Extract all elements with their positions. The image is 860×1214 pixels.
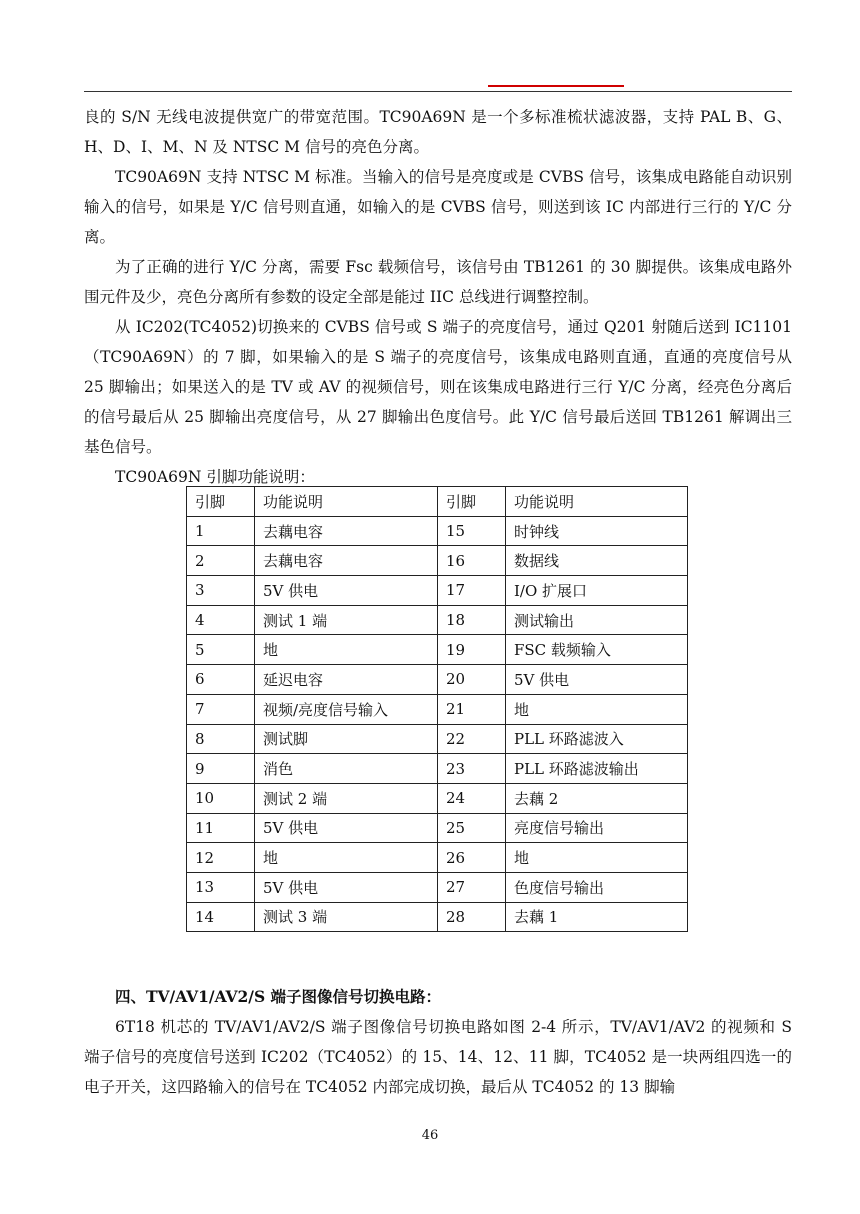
paragraph-3: 为了正确的进行 Y/C 分离，需要 Fsc 载频信号，该信号由 TB1261 的 30 脚提供。该集成电路外围元件及少，亮色分离所有参数的设定全部是能过 IIC 总线进行调整控制。: [84, 258, 792, 306]
table-row: [187, 546, 688, 576]
header-cell: 引脚: [187, 487, 255, 517]
header-accent-line: [488, 85, 624, 87]
table-cell: 去藕 1: [506, 902, 688, 932]
table-cell: 12: [187, 843, 255, 873]
table-cell: 1: [187, 516, 255, 546]
table-row: [187, 902, 688, 932]
table-cell: 2: [187, 546, 255, 576]
table-row: [187, 754, 688, 784]
table-row: [187, 635, 688, 665]
table-cell: PLL 环路滤波输出: [506, 754, 688, 784]
table-cell: 27: [438, 872, 506, 902]
table-cell: 消色: [255, 754, 438, 784]
header-cell: 功能说明: [255, 487, 438, 517]
table-cell: 24: [438, 783, 506, 813]
table-cell: 测试 2 端: [255, 783, 438, 813]
table-cell: 5: [187, 635, 255, 665]
header-rule: [84, 91, 792, 92]
table-caption: TC90A69N 引脚功能说明：: [115, 468, 315, 486]
table-cell: 时钟线: [506, 516, 688, 546]
table-cell: 13: [187, 872, 255, 902]
table-cell: 20: [438, 665, 506, 695]
table-cell: 26: [438, 843, 506, 873]
table-cell: 18: [438, 605, 506, 635]
paragraph-1: 良的 S/N 无线电波提供宽广的带宽范围。TC90A69N 是一个多标准梳状滤波器，支持 PAL B、G、H、D、I、M、N 及 NTSC M 信号的亮色分离。: [84, 108, 792, 156]
table-cell: 14: [187, 902, 255, 932]
table-row: [187, 843, 688, 873]
table-row: [187, 724, 688, 754]
table-cell: 16: [438, 546, 506, 576]
table-row: [187, 813, 688, 843]
table-cell: 5V 供电: [506, 665, 688, 695]
table-row: [187, 665, 688, 695]
table-cell: 15: [438, 516, 506, 546]
table-cell: 5V 供电: [255, 813, 438, 843]
table-cell: 17: [438, 576, 506, 606]
table-cell: 9: [187, 754, 255, 784]
table-header-row: [187, 487, 688, 517]
table-cell: 5V 供电: [255, 576, 438, 606]
header-cell: 引脚: [438, 487, 506, 517]
table-cell: 5V 供电: [255, 872, 438, 902]
table-cell: I/O 扩展口: [506, 576, 688, 606]
table-cell: 去藕电容: [255, 516, 438, 546]
section-paragraph: 6T18 机芯的 TV/AV1/AV2/S 端子图像信号切换电路如图 2-4 所示，TV/AV1/AV2 的视频和 S 端子信号的亮度信号送到 IC202（TC4052）的 15、14、12、11 脚，TC4052 是一块两组四选一的电子开关，这四路输入的信号在 TC4052 内部完成切换，最后从 TC4052 的 13 脚输: [84, 1018, 792, 1096]
table-cell: 10: [187, 783, 255, 813]
paragraph-4: 从 IC202(TC4052)切换来的 CVBS 信号或 S 端子的亮度信号，通过 Q201 射随后送到 IC1101（TC90A69N）的 7 脚，如果输入的是 S 端子的亮度信号，该集成电路则直通，直通的亮度信号从 25 脚输出；如果送入的是 TV 或 AV 的视频信号，则在该集成电路进行三行 Y/C 分离，经亮色分离后的信号最后从 25 脚输出亮度信号，从 27 脚输出色度信号。此 Y/C 信号最后送回 TB1261 解调出三基色信号。: [84, 318, 792, 456]
table-cell: FSC 载频输入: [506, 635, 688, 665]
table-row: [187, 783, 688, 813]
body-text: [84, 102, 792, 492]
table-cell: 亮度信号输出: [506, 813, 688, 843]
table-cell: 23: [438, 754, 506, 784]
table-cell: 地: [506, 694, 688, 724]
paragraph-2: TC90A69N 支持 NTSC M 标准。当输入的信号是亮度或是 CVBS 信号，该集成电路能自动识别输入的信号，如果是 Y/C 信号则直通，如输入的是 CVBS 信号，则送到该 IC 内部进行三行的 Y/C 分离。: [84, 168, 792, 246]
table-cell: PLL 环路滤波入: [506, 724, 688, 754]
table-cell: 测试 1 端: [255, 605, 438, 635]
table-cell: 地: [255, 843, 438, 873]
header-cell: 功能说明: [506, 487, 688, 517]
table-row: [187, 605, 688, 635]
table-cell: 数据线: [506, 546, 688, 576]
table-cell: 25: [438, 813, 506, 843]
table-row: [187, 516, 688, 546]
table-row: [187, 576, 688, 606]
table-cell: 4: [187, 605, 255, 635]
page-number: 46: [421, 1128, 439, 1143]
table-cell: 测试 3 端: [255, 902, 438, 932]
table-cell: 3: [187, 576, 255, 606]
table-row: [187, 872, 688, 902]
table-cell: 6: [187, 665, 255, 695]
table-cell: 7: [187, 694, 255, 724]
table-cell: 8: [187, 724, 255, 754]
table-cell: 11: [187, 813, 255, 843]
table-cell: 19: [438, 635, 506, 665]
table-cell: 28: [438, 902, 506, 932]
table-cell: 色度信号输出: [506, 872, 688, 902]
section-heading: 四、TV/AV1/AV2/S 端子图像信号切换电路：: [115, 987, 442, 1006]
table-cell: 地: [255, 635, 438, 665]
table-row: [187, 694, 688, 724]
table-cell: 测试输出: [506, 605, 688, 635]
table-cell: 测试脚: [255, 724, 438, 754]
table-cell: 视频/亮度信号输入: [255, 694, 438, 724]
table-cell: 去藕 2: [506, 783, 688, 813]
table-cell: 地: [506, 843, 688, 873]
section-tv-av-switch: [84, 982, 792, 1102]
table-cell: 去藕电容: [255, 546, 438, 576]
table-cell: 21: [438, 694, 506, 724]
pin-function-table: [186, 486, 688, 932]
table-cell: 22: [438, 724, 506, 754]
table-cell: 延迟电容: [255, 665, 438, 695]
